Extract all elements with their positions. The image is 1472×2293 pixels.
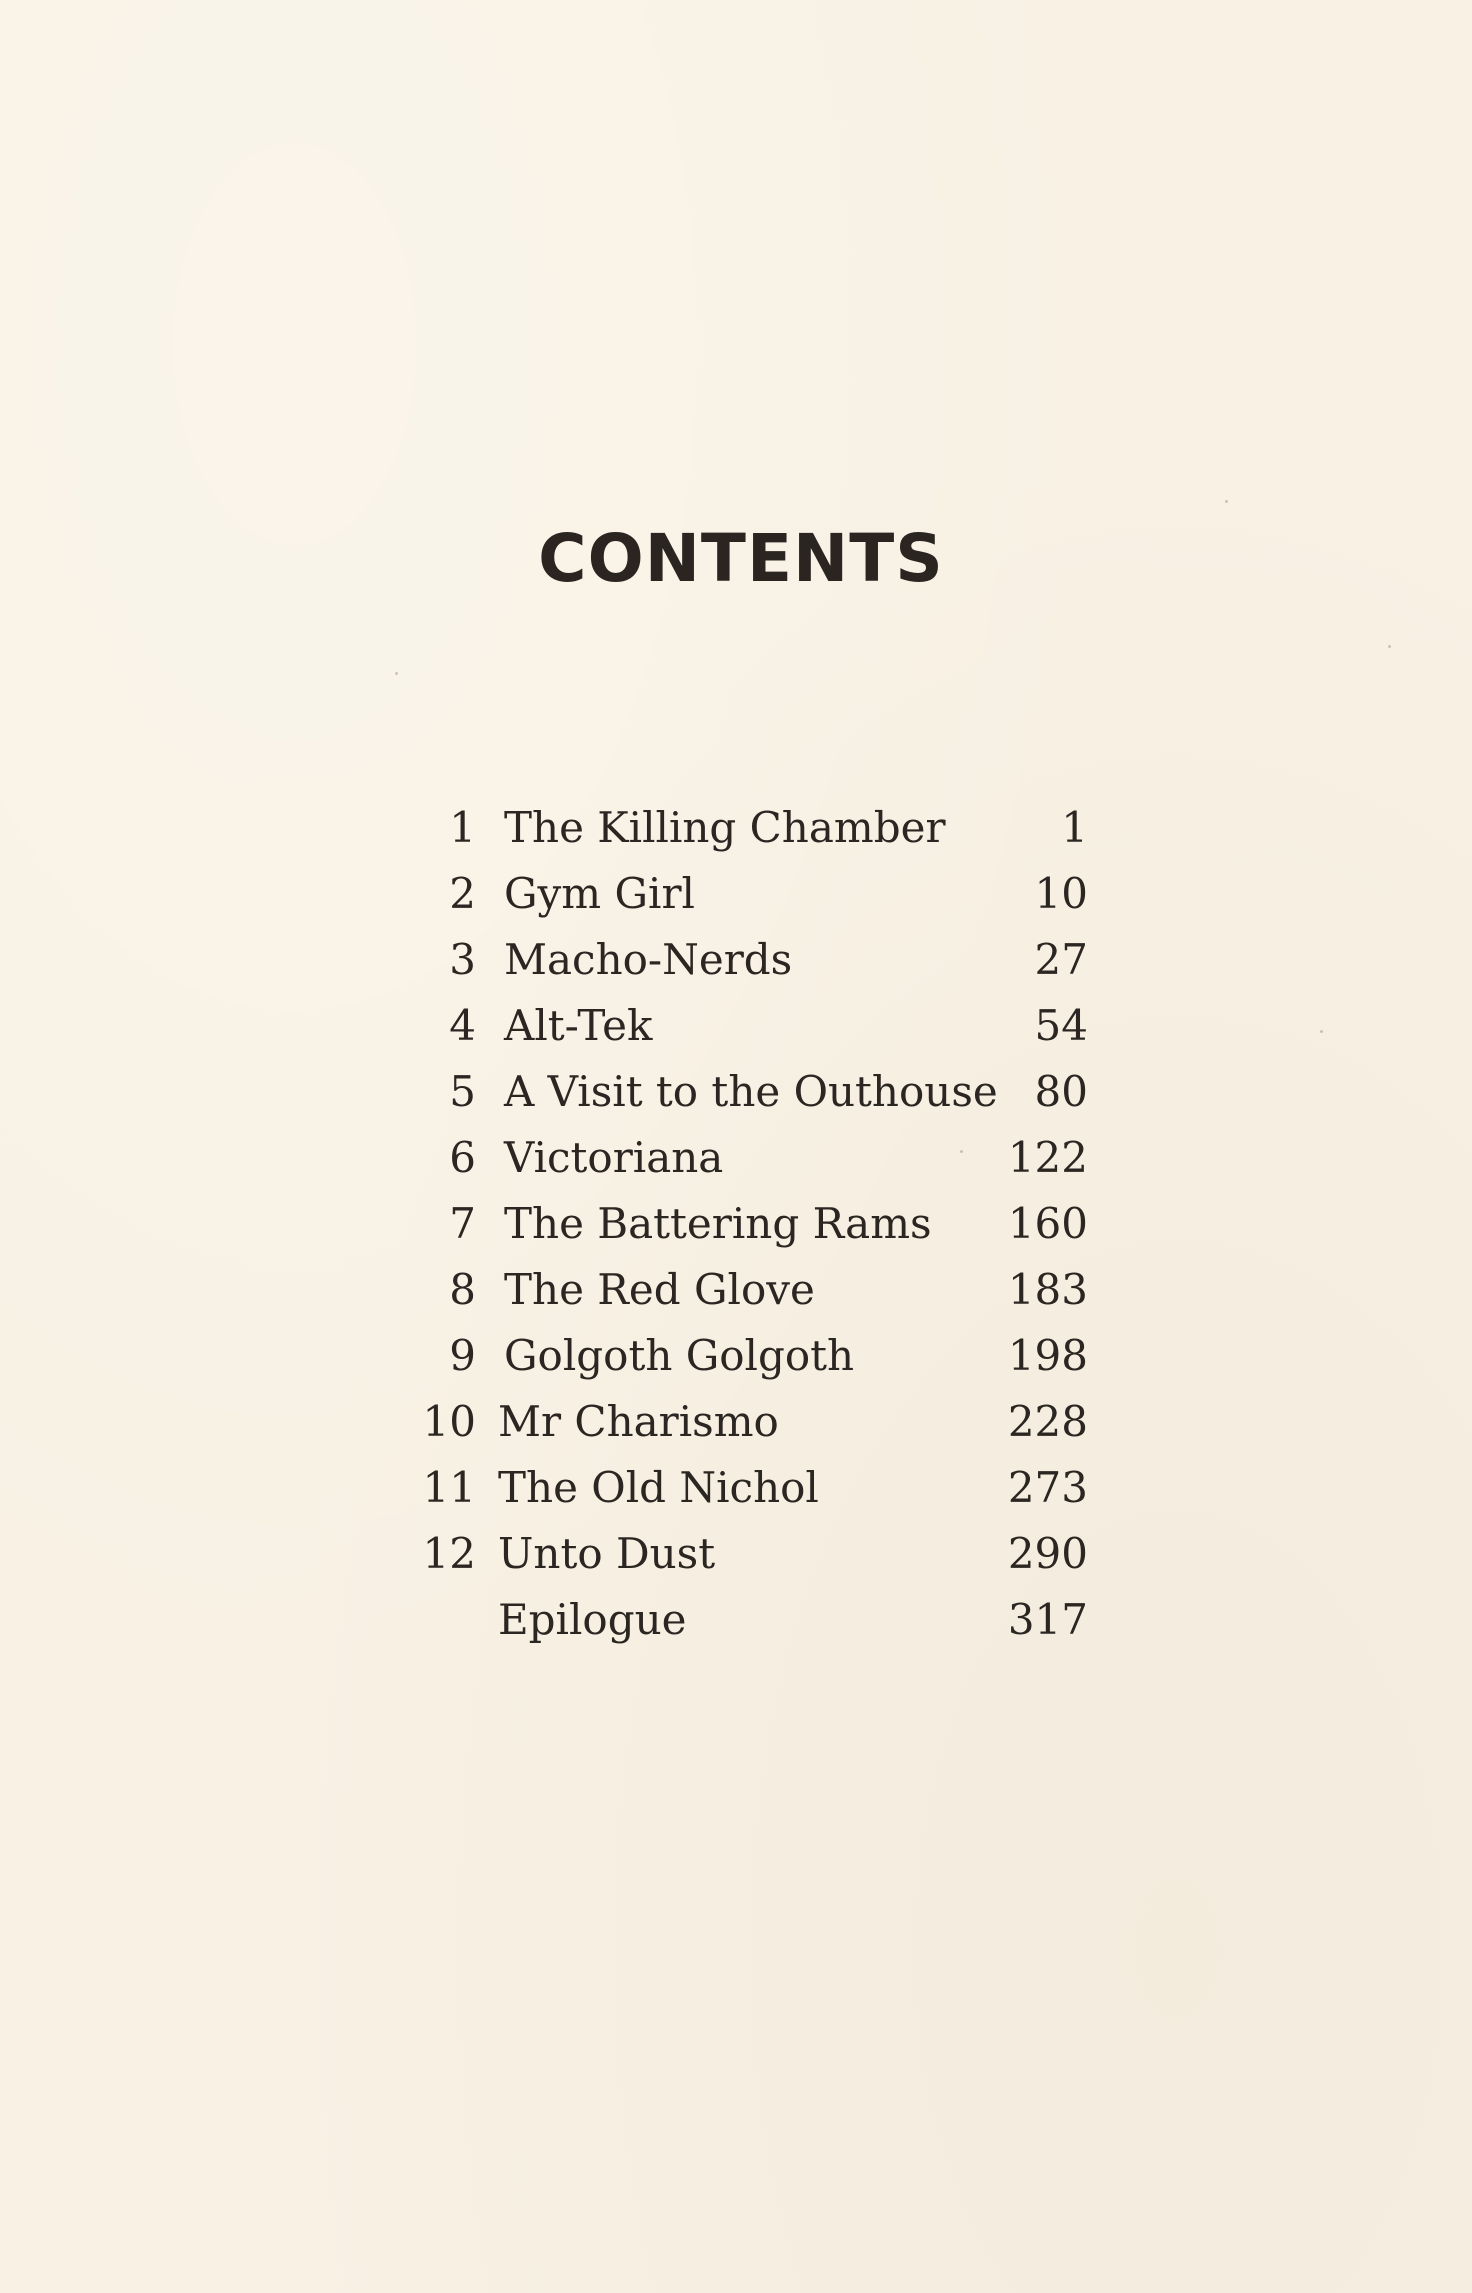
chapter-title: Alt-Tek [504,1001,653,1050]
chapter-page-number: 317 [1007,1595,1088,1644]
chapter-page-number: 290 [1007,1529,1088,1578]
chapter-page-number: 54 [1034,1001,1088,1050]
chapter-page-number: 183 [1007,1265,1088,1314]
chapter-page-number: 122 [1007,1133,1088,1182]
toc-entry [418,1521,1088,1587]
chapter-page-number: 1 [1061,803,1088,852]
toc-entry [418,993,1088,1059]
paper-speck [1225,500,1228,503]
toc-entry [418,795,1088,861]
chapter-page-number: 80 [1034,1067,1088,1116]
toc-entry [418,1257,1088,1323]
chapter-title: Macho-Nerds [504,935,793,984]
page-title: CONTENTS [538,520,944,597]
paper-speck [1320,1030,1323,1033]
paper-speck [395,672,398,675]
chapter-title: The Red Glove [504,1265,815,1314]
toc-entry [418,1125,1088,1191]
chapter-title: The Battering Rams [504,1199,932,1248]
chapter-number: 9 [449,1331,476,1380]
chapter-title: A Visit to the Outhouse [504,1067,998,1116]
chapter-title: The Killing Chamber [504,803,946,852]
toc-entry [418,1389,1088,1455]
chapter-title: The Old Nichol [498,1463,819,1512]
toc-entry [418,1587,1088,1653]
toc-entry [418,1059,1088,1125]
chapter-number: 10 [422,1397,476,1446]
paper-speck [960,1150,963,1153]
chapter-page-number: 27 [1034,935,1088,984]
chapter-page-number: 160 [1007,1199,1088,1248]
chapter-number: 4 [449,1001,476,1050]
chapter-title: Victoriana [504,1133,724,1182]
chapter-number: 1 [449,803,476,852]
chapter-title: Gym Girl [504,869,695,918]
toc-entry [418,1455,1088,1521]
chapter-number: 8 [449,1265,476,1314]
chapter-number: 6 [449,1133,476,1182]
chapter-number: 2 [449,869,476,918]
chapter-page-number: 228 [1007,1397,1088,1446]
chapter-page-number: 273 [1007,1463,1088,1512]
paper-speck [1388,645,1391,648]
chapter-title: Golgoth Golgoth [504,1331,855,1380]
toc-entry [418,1323,1088,1389]
chapter-page-number: 10 [1034,869,1088,918]
chapter-title: Mr Charismo [498,1397,779,1446]
chapter-number: 3 [449,935,476,984]
table-of-contents [418,795,1088,1653]
chapter-number: 7 [449,1199,476,1248]
toc-entry [418,1191,1088,1257]
toc-entry [418,927,1088,993]
chapter-title: Unto Dust [498,1529,716,1578]
chapter-number: 5 [449,1067,476,1116]
chapter-number: 11 [422,1463,476,1512]
toc-entry [418,861,1088,927]
chapter-number: 12 [422,1529,476,1578]
chapter-title: Epilogue [498,1595,687,1644]
chapter-page-number: 198 [1007,1331,1088,1380]
